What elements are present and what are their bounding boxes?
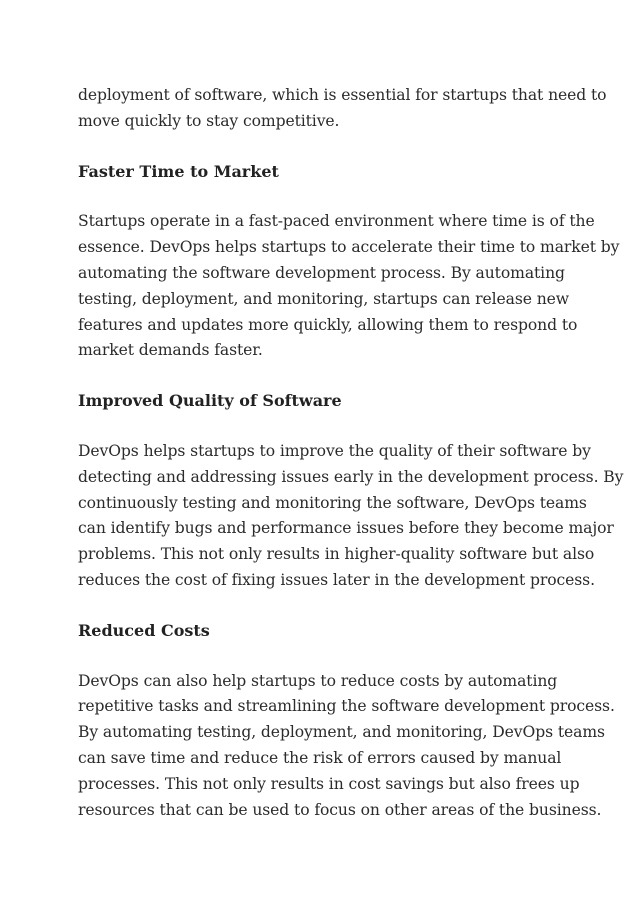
text-line: detecting and addressing issues early in the development process. By xyxy=(78,467,624,486)
text-line: essence. DevOps helps startups to accelerate their time to market by xyxy=(78,238,620,257)
section-heading-reduced-costs: Reduced Costs xyxy=(78,620,210,640)
text-line: resources that can be used to focus on other areas of the business. xyxy=(78,800,602,819)
text-line: can save time and reduce the risk of errors caused by manual xyxy=(78,748,562,767)
document-page xyxy=(78,83,624,823)
spacer xyxy=(78,135,578,159)
spacer xyxy=(78,414,578,439)
text-line: problems. This not only results in higher-quality software but also xyxy=(78,545,595,564)
spacer xyxy=(78,594,578,618)
intro-paragraph xyxy=(78,83,607,135)
section-paragraph-improved-quality xyxy=(78,439,624,594)
text-line: features and updates more quickly, allowing them to respond to xyxy=(78,315,578,334)
section-heading-faster-time-to-market: Faster Time to Market xyxy=(78,161,279,181)
text-line: processes. This not only results in cost savings but also frees up xyxy=(78,774,580,793)
text-line: testing, deployment, and monitoring, startups can release new xyxy=(78,289,570,308)
text-line: Startups operate in a fast-paced environment where time is of the xyxy=(78,212,595,231)
text-line: continuously testing and monitoring the software, DevOps teams xyxy=(78,493,587,512)
text-line: repetitive tasks and streamlining the software development process. xyxy=(78,697,615,716)
text-line: DevOps can also help startups to reduce costs by automating xyxy=(78,671,558,690)
text-line: DevOps helps startups to improve the quality of their software by xyxy=(78,441,591,460)
spacer xyxy=(78,364,578,388)
spacer xyxy=(78,184,578,209)
text-line: automating the software development process. By automating xyxy=(78,263,565,282)
section-paragraph-reduced-costs xyxy=(78,669,615,824)
text-line: can identify bugs and performance issues before they become major xyxy=(78,519,614,538)
spacer xyxy=(78,644,578,669)
text-line: By automating testing, deployment, and monitoring, DevOps teams xyxy=(78,723,605,742)
section-heading-improved-quality: Improved Quality of Software xyxy=(78,391,342,411)
text-line: deployment of software, which is essential for startups that need to xyxy=(78,86,607,104)
text-line: reduces the cost of fixing issues later in the development process. xyxy=(78,570,595,589)
section-paragraph-faster-time-to-market xyxy=(78,209,620,364)
text-line: move quickly to stay competitive. xyxy=(78,111,340,130)
text-line: market demands faster. xyxy=(78,341,263,360)
